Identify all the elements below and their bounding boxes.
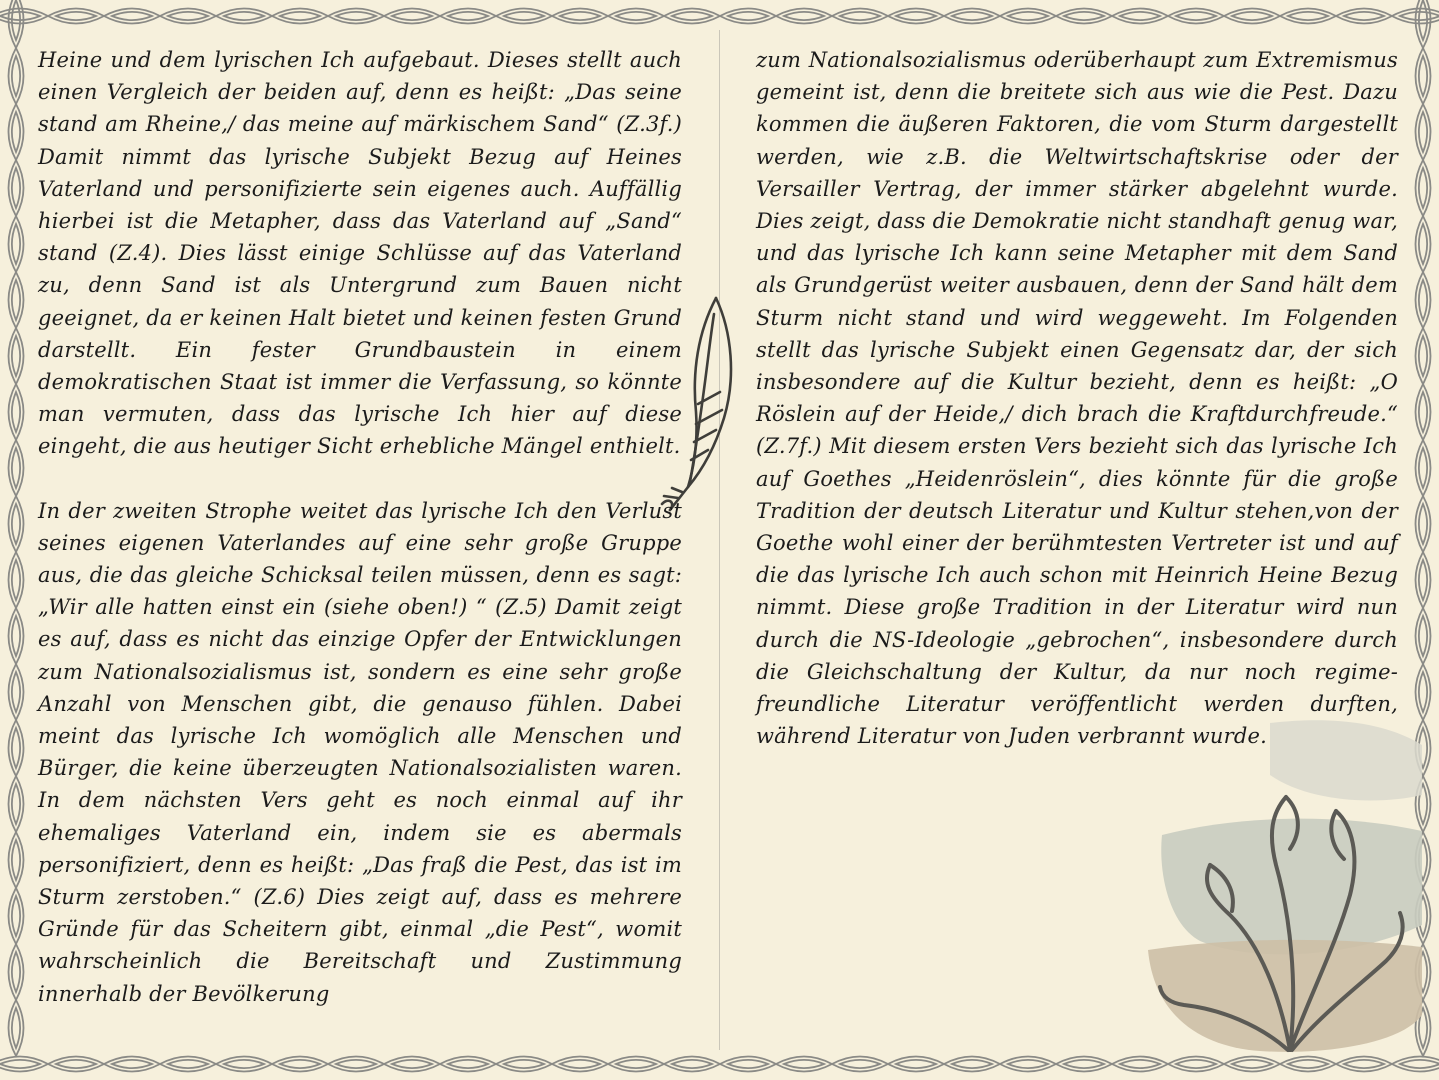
right-paragraph-1: zum Nationalsozialismus oderüberhaupt zum Extremismus gemeint ist, denn die breitete sich aus wie die Pest. Dazu kommen die äußeren Faktoren, die vom Sturm dargestellt werden, wie z.B. die Weltwirtschaftskrise oder der Versailler Vertrag, der immer stärker abgelehnt wurde. Dies zeigt, dass die Demokratie nicht standhaft genug war, und das lyrische Ich kann seine Metapher mit dem Sand als Grundgerüst weiter ausbauen, denn der Sand hält dem Sturm nicht stand und wird weggeweht. Im Folgenden stellt das lyrische Subjekt einen Gegensatz dar, der sich insbesondere auf die Kultur bezieht, denn es heißt: „O Röslein auf der Heide,/ dich brach die Kraftdurchfreude.“ (Z.7f.) Mit diesem ersten Vers bezieht sich das lyrische Ich auf Goethes „Heidenröslein“, dies könnte für die große Tradition der deutsch Literatur und Kultur stehen,von der Goethe wohl einer der berühmtesten Vertreter ist und auf die das lyrische Ich auch schon mit Heinrich Heine Bezug nimmt. Diese große Tradition in der Literatur wird nun durch die NS-Ideologie „gebrochen“, insbesondere durch die Gleichschaltung der Kultur, da nur noch regime-freundliche Literatur veröffentlicht werden durften, während Literatur von Juden verbrannt wurde. [756, 48, 1398, 749]
plant-icon [1140, 715, 1430, 1060]
left-paragraph-2: In der zweiten Strophe weitet das lyrische Ich den Verlust seines eigenen Vaterlandes auf eine sehr große Gruppe aus, die das gleiche Schicksal teilen müssen, denn es sagt: „Wir alle hatten einst ein (siehe oben!) “ (Z.5) Damit zeigt es auf, dass es nicht das einzige Opfer der Entwicklungen zum Nationalsozialismus ist, sondern es eine sehr große Anzahl von Menschen gibt, die genauso fühlen. Dabei meint das lyrische Ich womöglich alle Menschen und Bürger, die keine überzeugten Nationalsozialisten waren. In dem nächsten Vers geht es noch einmal auf ihr ehemaliges Vaterland ein, indem sie es abermals personifiziert, denn es heißt: „Das fraß die Pest, das ist im Sturm zerstoben.“ (Z.6) Dies zeigt auf, dass es mehrere Gründe für das Scheitern gibt, einmal „die Pest“, womit wahrscheinlich die Bereitschaft und Zustimmung innerhalb der Bevölkerung [38, 498, 682, 1006]
right-text-column [756, 44, 1398, 752]
paragraph-gap [38, 463, 682, 495]
left-text-column [38, 44, 682, 1010]
left-paragraph-1: Heine und dem lyrischen Ich aufgebaut. Dieses stellt auch einen Vergleich der beiden auf, denn es heißt: „Das seine stand am Rheine,/ das meine auf märkischem Sand“ (Z.3f.) Damit nimmt das lyrische Subjekt Bezug auf Heines Vaterland und personifizierte sein eigenes auch. Auffällig hierbei ist die Metapher, dass das Vaterland auf „Sand“ stand (Z.4). Dies lässt einige Schlüsse auf das Vaterland zu, denn Sand ist als Untergrund zum Bauen nicht geeignet, da er keinen Halt bietet und keinen festen Grund darstellt. Ein fester Grundbaustein in einem demokratischen Staat ist immer die Verfassung, so könnte man vermuten, dass das lyrische Ich hier auf diese eingeht, die aus heutiger Sicht erhebliche Mängel enthielt. [38, 48, 682, 459]
page-divider [719, 30, 720, 1050]
